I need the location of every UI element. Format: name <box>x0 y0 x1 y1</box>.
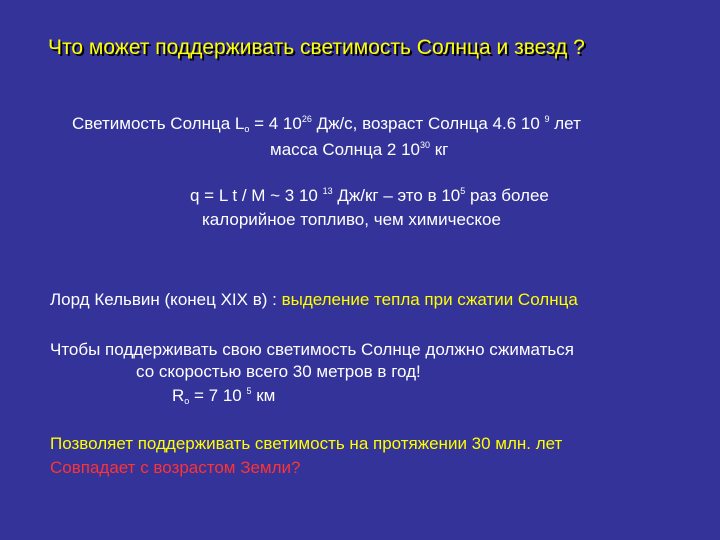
mass-text: масса Солнца 2 10 <box>270 140 420 159</box>
luminosity-label: Светимость Солнца L <box>72 114 245 133</box>
radius-line <box>172 386 275 406</box>
radius-symbol: R <box>172 386 185 405</box>
radius-exp: 5 <box>246 386 252 396</box>
mass-exp: 30 <box>420 140 431 150</box>
kelvin-prefix: Лорд Кельвин (конец XIX в) : <box>50 290 282 309</box>
mass-line <box>270 140 448 160</box>
kelvin-highlight: выделение тепла при сжатии Солнца <box>281 290 578 309</box>
luminosity-value: = 4 10 <box>249 114 302 133</box>
q-exp1: 13 <box>322 186 333 196</box>
mass-unit: кг <box>430 140 449 159</box>
q-exp2: 5 <box>460 186 466 196</box>
kelvin-line <box>50 290 578 310</box>
luminosity-line <box>72 114 581 134</box>
q-end: раз более <box>465 186 549 205</box>
luminosity-exp: 26 <box>301 114 312 124</box>
q-mid: Дж/кг – это в 10 <box>332 186 461 205</box>
contraction-line-2: со скоростью всего 30 метров в год! <box>136 362 421 381</box>
age-unit: лет <box>549 114 581 133</box>
conclusion-yellow: Позволяет поддерживать светимость на протяжении 30 млн. лет <box>50 434 563 453</box>
radius-sub: o <box>184 396 190 406</box>
conclusion-red: Совпадает с возрастом Земли? <box>50 458 301 477</box>
q-line <box>190 186 549 206</box>
contraction-line-1: Чтобы поддерживать свою светимость Солнце должно сжиматься <box>50 340 574 359</box>
radius-unit: км <box>251 386 276 405</box>
age-exp: 9 <box>544 114 550 124</box>
age-text: Дж/с, возраст Солнца 4.6 10 <box>311 114 545 133</box>
q-text: q = L t / M ~ 3 10 <box>190 186 323 205</box>
slide-title: Что может поддерживать светимость Солнца и звезд ? <box>48 36 585 59</box>
q-line-2: калорийное топливо, чем химическое <box>202 210 501 229</box>
radius-text: = 7 10 <box>189 386 247 405</box>
luminosity-sub: o <box>244 124 250 134</box>
